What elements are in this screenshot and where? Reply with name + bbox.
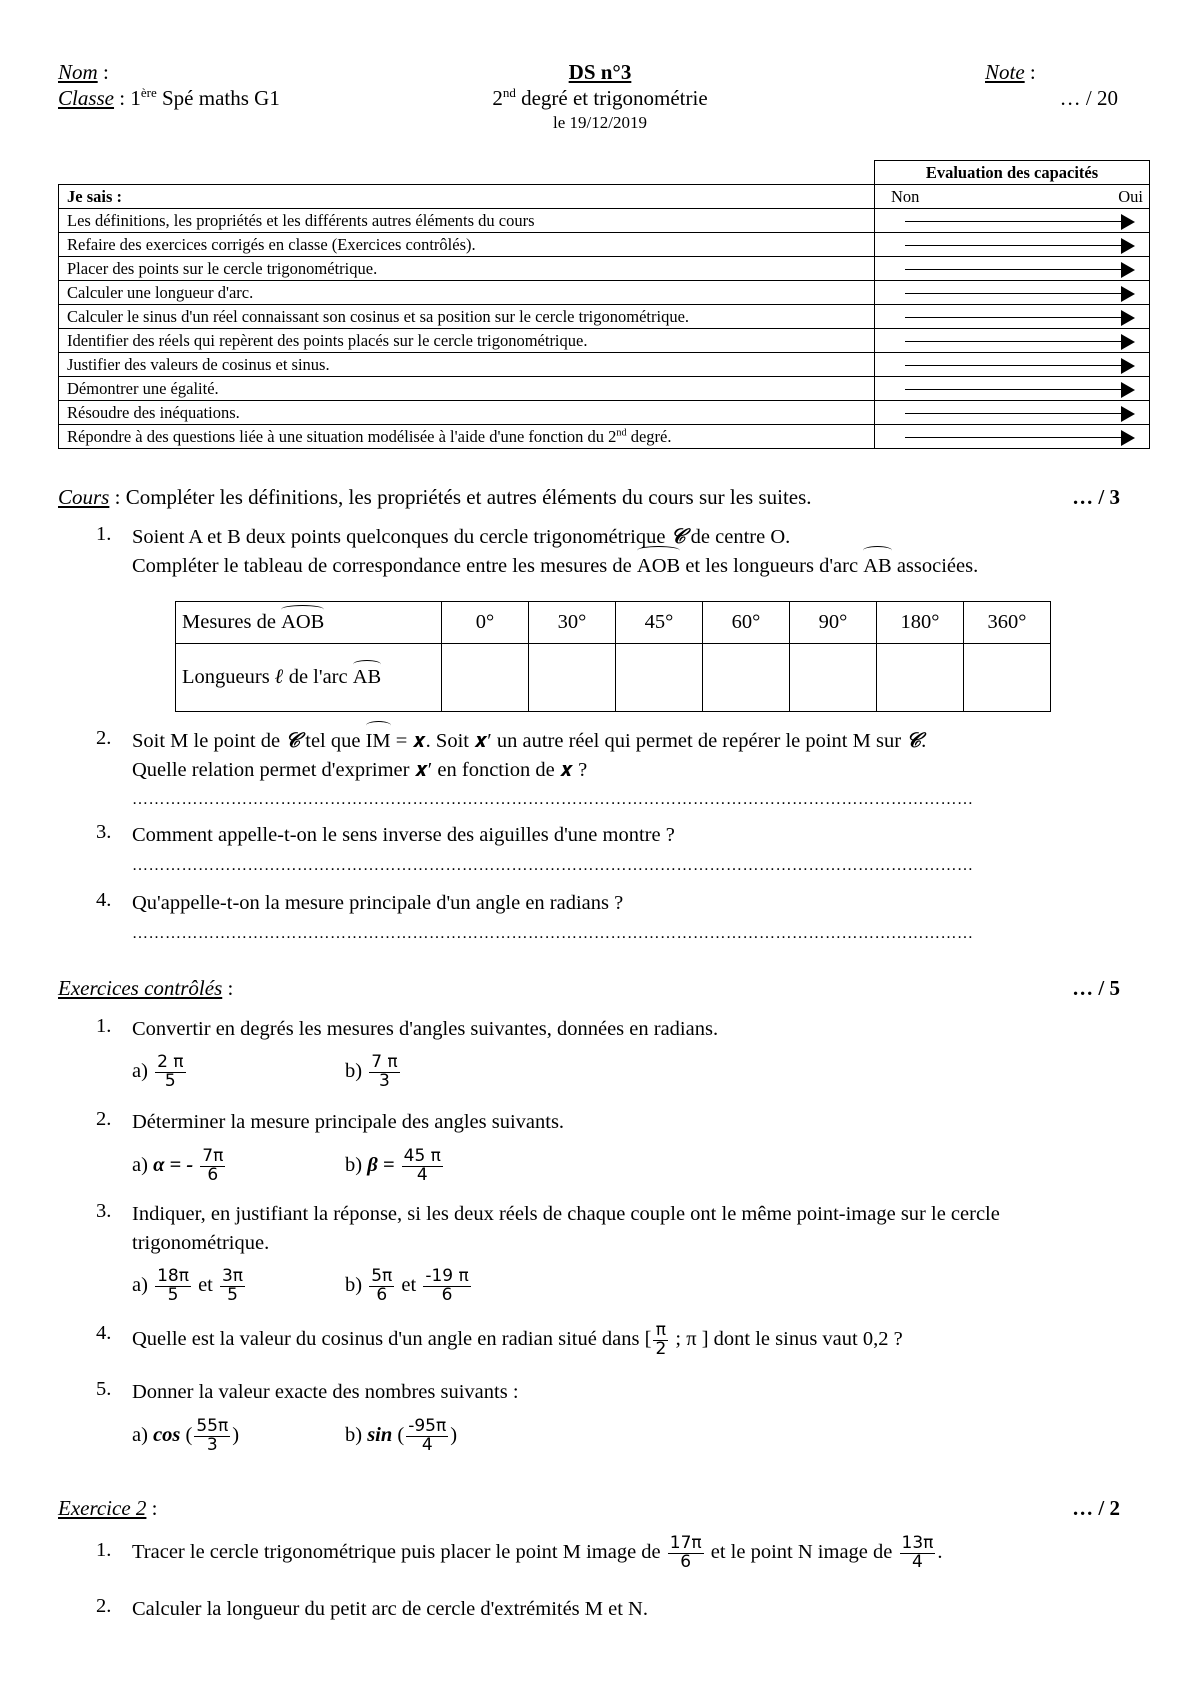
- numerator: 7 π: [371, 1052, 398, 1072]
- page-subtitle: [0, 86, 1200, 111]
- angle-cell: 180°: [877, 602, 964, 644]
- answer-cell[interactable]: [616, 644, 703, 712]
- cours-heading: [58, 485, 812, 510]
- oui-label: Oui: [1118, 186, 1143, 206]
- numerator: 18π: [157, 1266, 189, 1286]
- denominator: 5: [164, 1070, 176, 1091]
- label-b: b): [345, 1274, 363, 1297]
- capacity-row: [59, 377, 1150, 401]
- item-number: 2.: [96, 1595, 112, 1617]
- capacity-scale[interactable]: [875, 233, 1150, 257]
- item-number: 1.: [96, 1539, 112, 1561]
- exc-q2a: [132, 1148, 227, 1185]
- arc-im: IM: [366, 727, 391, 756]
- arrow-icon: [905, 365, 1121, 366]
- page-date: le 19/12/2019: [553, 113, 647, 132]
- exc-q5-text: Donner la valeur exacte des nombres suivants :: [132, 1381, 519, 1403]
- numerator: π: [653, 1322, 668, 1341]
- denominator: 4: [416, 1164, 428, 1185]
- arc-ab: AB: [863, 552, 891, 581]
- capacity-label: Justifier des valeurs de cosinus et sinus.: [59, 353, 875, 377]
- q1-text-b: de centre O.: [685, 526, 791, 548]
- label-a: a): [132, 1060, 148, 1083]
- cours-label: Cours: [58, 485, 110, 509]
- cours-q1-text: [132, 523, 1142, 581]
- denominator: 6: [441, 1284, 453, 1305]
- et: et: [401, 1274, 417, 1297]
- exc-q2b: [345, 1148, 445, 1185]
- et: et: [198, 1274, 213, 1297]
- exercice2-heading: [58, 1496, 158, 1521]
- classe-level: 1: [130, 86, 141, 110]
- subtitle-text: degré et trigonométrie: [515, 86, 708, 110]
- numerator: 5π: [371, 1266, 393, 1286]
- exc-q5a: a) cos ( $\frac{55\pi}{3}$ ): [132, 1416, 240, 1455]
- colon: :: [222, 976, 234, 1000]
- q4-text-b: ; π ] dont le sinus vaut 0,2 ?: [670, 1328, 903, 1351]
- measures-label: Mesures de: [182, 611, 282, 633]
- item-number: 1.: [96, 523, 112, 545]
- angle-cell: 0°: [442, 602, 529, 644]
- capacity-row: [59, 401, 1150, 425]
- eval-header: Evaluation des capacités: [875, 161, 1150, 185]
- fraction: [220, 1268, 245, 1305]
- capacity-row: [59, 305, 1150, 329]
- capacity-label: Calculer une longueur d'arc.: [59, 281, 875, 305]
- arrow-icon: [905, 341, 1121, 342]
- note-field: Note :: [985, 60, 1036, 84]
- exc-q2-text: Déterminer la mesure principale des angles suivants.: [132, 1111, 565, 1133]
- capacity-label: Calculer le sinus d'un réel connaissant son cosinus et sa position sur le cercle trigonométrique.: [59, 305, 875, 329]
- denominator: 6: [207, 1164, 219, 1185]
- exc-q3b: [345, 1268, 473, 1305]
- capacity-label-end: degré.: [626, 426, 672, 446]
- fraction: [155, 1268, 191, 1305]
- numerator: 13π: [901, 1533, 934, 1553]
- arrow-icon: [905, 293, 1121, 294]
- label-b: b): [345, 1154, 363, 1177]
- cours-intro: : Compléter les définitions, les propriétés et autres éléments du cours sur les suites.: [109, 485, 812, 509]
- capacity-label: Identifier des réels qui repèrent des points placés sur le cercle trigonométrique.: [59, 329, 875, 353]
- fraction: [155, 1054, 185, 1091]
- exc-q1b: [345, 1054, 402, 1091]
- ex2-q1-text-c: .: [937, 1541, 943, 1564]
- answer-line[interactable]: ………………………………………………………………………………………………………………………………………: [132, 925, 974, 942]
- capacity-label: Les définitions, les propriétés et les différents autres éléments du cours: [59, 209, 875, 233]
- cos-fn: cos: [153, 1424, 181, 1447]
- capacity-row: [59, 257, 1150, 281]
- item-number: 2.: [96, 1108, 112, 1130]
- non-oui-header: [875, 185, 1150, 209]
- fraction: [369, 1054, 399, 1091]
- cours-q2-text: [132, 727, 1142, 785]
- cours-q3-text: Comment appelle-t-on le sens inverse des aiguilles d'une montre ?: [132, 824, 675, 846]
- answer-line[interactable]: ………………………………………………………………………………………………………………………………………: [132, 791, 974, 808]
- exc-q3-text: Indiquer, en justifiant la réponse, si les deux réels de chaque couple ont le même point-image sur le cercle trigonométrique.: [132, 1203, 1000, 1254]
- exercice2-label: Exercice 2: [58, 1496, 147, 1520]
- denominator: 2: [655, 1338, 667, 1359]
- q2-text-h: ?: [572, 759, 588, 781]
- exc-q5b: b) sin ( $\frac{-95\pi}{4}$ ): [345, 1416, 458, 1455]
- cours-q4-text: Qu'appelle-t-on la mesure principale d'un angle en radians ?: [132, 892, 624, 914]
- cours-score: … / 3: [1072, 485, 1120, 509]
- capacity-scale[interactable]: [875, 329, 1150, 353]
- numerator: -95π: [408, 1416, 447, 1436]
- classe-field: Classe : 1ère Spé maths G1: [58, 85, 280, 110]
- denominator: 4: [912, 1551, 923, 1572]
- answer-cell[interactable]: [877, 644, 964, 712]
- x-prime: 𝒙′: [414, 759, 433, 781]
- capacity-row: [59, 353, 1150, 377]
- nom-field: Nom :: [58, 60, 109, 84]
- q2-text-g: en fonction de: [432, 759, 560, 781]
- angle-aob: AOB: [281, 611, 325, 633]
- item-number: 1.: [96, 1015, 112, 1037]
- capacities-table: [58, 160, 1150, 449]
- exc-q1-text: Convertir en degrés les mesures d'angles suivantes, données en radians.: [132, 1018, 719, 1040]
- exc-q3a: [132, 1268, 247, 1305]
- label-b: b): [345, 1424, 363, 1447]
- capacity-label-sup: nd: [616, 427, 627, 438]
- je-sais-header: Je sais :: [59, 185, 875, 209]
- q1-text-c: Compléter le tableau de correspondance entre les mesures de: [132, 555, 637, 577]
- answer-cell[interactable]: [790, 644, 877, 712]
- fraction: [194, 1418, 230, 1455]
- circle-symbol: 𝒞: [285, 730, 301, 752]
- capacity-row: [59, 425, 1150, 449]
- alpha-expr: α = -: [153, 1154, 199, 1177]
- fraction: [369, 1268, 394, 1305]
- note-label: Note: [985, 60, 1025, 84]
- circle-symbol: 𝒞: [670, 526, 686, 548]
- arrow-icon: [905, 245, 1121, 246]
- arc-ab: AB: [352, 666, 382, 688]
- fraction: [423, 1268, 470, 1305]
- ex-controles-heading: [58, 976, 233, 1001]
- ex-controles-label: Exercices contrôlés: [58, 976, 223, 1000]
- angle-cell: 45°: [616, 602, 703, 644]
- ex2-q1-text-b: et le point N image de: [705, 1541, 898, 1564]
- capacity-row: [59, 209, 1150, 233]
- denominator: 3: [379, 1070, 390, 1091]
- lengths-label: Longueurs: [182, 666, 275, 688]
- non-label: Non: [891, 186, 920, 206]
- nom-label: Nom: [58, 60, 98, 84]
- q4-text-a: Quelle est la valeur du cosinus d'un angle en radian situé dans [: [132, 1328, 652, 1351]
- denominator: 6: [376, 1284, 388, 1305]
- colon: :: [146, 1496, 158, 1520]
- item-number: 3.: [96, 821, 112, 843]
- fraction: [200, 1148, 225, 1185]
- item-number: 3.: [96, 1200, 112, 1222]
- capacity-scale[interactable]: [875, 377, 1150, 401]
- x-symbol: 𝒙: [559, 759, 573, 781]
- subtitle-sup: nd: [502, 85, 516, 100]
- numerator: 7π: [202, 1146, 224, 1166]
- capacity-label: Refaire des exercices corrigés en classe (Exercices contrôlés).: [59, 233, 875, 257]
- angle-cell: 90°: [790, 602, 877, 644]
- correspondence-table: [175, 601, 1051, 712]
- label-a: a): [132, 1154, 148, 1177]
- capacity-label: Démontrer une égalité.: [59, 377, 875, 401]
- exc-q4-text: [132, 1322, 1142, 1359]
- fraction: [406, 1418, 448, 1455]
- q2-text-e: .: [921, 730, 927, 752]
- exercice2-score: … / 2: [1072, 1496, 1120, 1520]
- label-b: b): [345, 1060, 363, 1083]
- ell-symbol: ℓ: [274, 666, 284, 688]
- arrow-icon: [905, 389, 1121, 390]
- capacity-scale[interactable]: [875, 281, 1150, 305]
- subtitle-num: 2: [492, 86, 503, 110]
- q2-text-b: tel que: [300, 730, 366, 752]
- item-number: 4.: [96, 889, 112, 911]
- ex2-q1-text-a: Tracer le cercle trigonométrique puis placer le point M image de: [132, 1541, 666, 1564]
- q2-text-f: Quelle relation permet d'exprimer: [132, 759, 415, 781]
- numerator: 2 π: [157, 1052, 184, 1072]
- arrow-icon: [905, 437, 1121, 438]
- capacity-scale[interactable]: [875, 305, 1150, 329]
- fraction: [402, 1148, 443, 1185]
- answer-cell[interactable]: [964, 644, 1051, 712]
- q1-text-a: Soient A et B deux points quelconques du cercle trigonométrique: [132, 526, 671, 548]
- capacity-label: Placer des points sur le cercle trigonométrique.: [59, 257, 875, 281]
- answer-line[interactable]: ………………………………………………………………………………………………………………………………………: [132, 857, 974, 874]
- classe-group: Spé maths G1: [156, 86, 280, 110]
- arrow-icon: [905, 221, 1121, 222]
- answer-cell[interactable]: [703, 644, 790, 712]
- q2-text-a: Soit M le point de: [132, 730, 286, 752]
- q2-text-c: = 𝒙. Soit: [390, 730, 475, 752]
- denominator: 6: [680, 1551, 692, 1572]
- numerator: 55π: [196, 1416, 229, 1436]
- angle-cell: 360°: [964, 602, 1051, 644]
- q2-text-d: un autre réel qui permet de repérer le point M sur: [491, 730, 907, 752]
- angle-cell: 60°: [703, 602, 790, 644]
- capacity-scale[interactable]: [875, 401, 1150, 425]
- numerator: -19 π: [425, 1266, 469, 1286]
- arrow-icon: [905, 413, 1121, 414]
- numerator: 3π: [221, 1266, 244, 1286]
- x-prime: 𝒙′: [474, 730, 492, 752]
- denominator: 3: [206, 1434, 218, 1455]
- measures-header: [176, 602, 442, 644]
- capacity-scale[interactable]: [875, 353, 1150, 377]
- item-number: 5.: [96, 1378, 112, 1400]
- arrow-icon: [905, 269, 1121, 270]
- q1-text-e: associées.: [891, 555, 979, 577]
- capacity-label: Résoudre des inéquations.: [59, 401, 875, 425]
- ex2-q2-text: Calculer la longueur du petit arc de cercle d'extrémités M et N.: [132, 1598, 648, 1620]
- denominator: 5: [227, 1284, 238, 1305]
- fraction: [668, 1535, 704, 1572]
- classe-level-sup: ère: [140, 85, 157, 100]
- angle-aob: AOB: [637, 552, 680, 581]
- capacity-label-text: Répondre à des questions liée à une situation modélisée à l'aide d'une fonction du 2: [67, 426, 617, 446]
- item-number: 4.: [96, 1322, 112, 1344]
- label-a: a): [132, 1424, 148, 1447]
- denominator: 4: [421, 1434, 433, 1455]
- ex-controles-score: … / 5: [1072, 976, 1120, 1000]
- capacity-row: [59, 233, 1150, 257]
- beta-expr: β =: [367, 1154, 400, 1177]
- answer-cell[interactable]: [529, 644, 616, 712]
- denominator: 5: [167, 1284, 179, 1305]
- q1-text-d: et les longueurs d'arc: [680, 555, 864, 577]
- capacity-scale[interactable]: [875, 425, 1150, 449]
- ex2-q1-text: [132, 1535, 1142, 1572]
- lengths-label-end: de l'arc: [283, 666, 353, 688]
- fraction: [653, 1322, 668, 1359]
- numerator: 17π: [669, 1533, 702, 1553]
- capacity-label: [59, 425, 875, 449]
- capacity-row: [59, 329, 1150, 353]
- exc-q1a: [132, 1054, 188, 1091]
- sin-fn: sin: [367, 1424, 393, 1447]
- capacity-scale[interactable]: [875, 209, 1150, 233]
- circle-symbol: 𝒞: [906, 730, 922, 752]
- arrow-icon: [905, 317, 1121, 318]
- capacity-scale[interactable]: [875, 257, 1150, 281]
- capacity-row: [59, 281, 1150, 305]
- item-number: 2.: [96, 727, 112, 749]
- page-title: DS n°3: [568, 60, 632, 84]
- numerator: 45 π: [403, 1146, 441, 1166]
- lengths-header: [176, 644, 442, 712]
- classe-label: Classe: [58, 86, 115, 110]
- angle-cell: 30°: [529, 602, 616, 644]
- answer-cell[interactable]: [442, 644, 529, 712]
- label-a: a): [132, 1274, 148, 1297]
- note-value: … / 20: [1059, 86, 1118, 110]
- fraction: [900, 1535, 936, 1572]
